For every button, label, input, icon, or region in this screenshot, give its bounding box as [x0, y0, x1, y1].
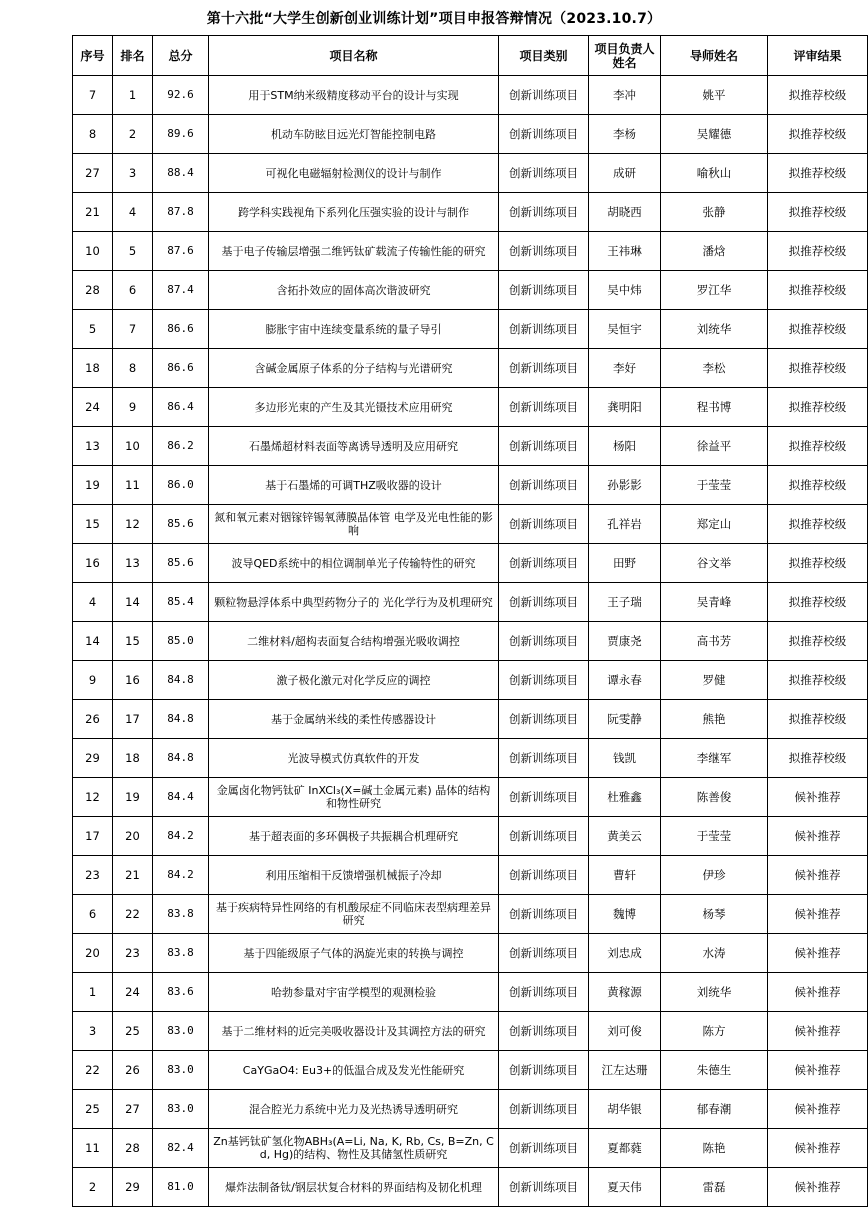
- table-row: [73, 193, 868, 232]
- table-row: [73, 1129, 868, 1168]
- cell-result: 候补推荐: [768, 1090, 868, 1129]
- cell-leader: 李杨: [589, 115, 661, 154]
- cell-id: 1: [73, 973, 113, 1012]
- cell-id: 26: [73, 700, 113, 739]
- cell-project-name: 基于疾病特异性网络的有机酸尿症不同临床表型病理差异研究: [209, 895, 499, 934]
- cell-category: 创新训练项目: [499, 388, 589, 427]
- table-row: [73, 973, 868, 1012]
- cell-id: 23: [73, 856, 113, 895]
- cell-result: 拟推荐校级: [768, 583, 868, 622]
- cell-project-name: 光波导模式仿真软件的开发: [209, 739, 499, 778]
- cell-result: 拟推荐校级: [768, 505, 868, 544]
- column-header-leader: 项目负责人姓名: [589, 36, 661, 76]
- cell-category: 创新训练项目: [499, 466, 589, 505]
- cell-rank: 28: [113, 1129, 153, 1168]
- table-row: [73, 1012, 868, 1051]
- cell-category: 创新训练项目: [499, 232, 589, 271]
- table-row: [73, 76, 868, 115]
- table-row: [73, 505, 868, 544]
- cell-result: 候补推荐: [768, 817, 868, 856]
- cell-category: 创新训练项目: [499, 1168, 589, 1207]
- cell-category: 创新训练项目: [499, 271, 589, 310]
- cell-advisor: 张静: [661, 193, 768, 232]
- cell-rank: 23: [113, 934, 153, 973]
- table-row: [73, 232, 868, 271]
- cell-rank: 20: [113, 817, 153, 856]
- cell-leader: 刘忠成: [589, 934, 661, 973]
- cell-result: 候补推荐: [768, 1129, 868, 1168]
- cell-id: 4: [73, 583, 113, 622]
- cell-category: 创新训练项目: [499, 856, 589, 895]
- cell-project-name: 基于二维材料的近完美吸收器设计及其调控方法的研究: [209, 1012, 499, 1051]
- cell-project-name: 氮和氧元素对铟镓锌锡氧薄膜晶体管 电学及光电性能的影响: [209, 505, 499, 544]
- cell-advisor: 陈善俊: [661, 778, 768, 817]
- cell-leader: 吴中炜: [589, 271, 661, 310]
- table-row: [73, 1168, 868, 1207]
- table-row: [73, 622, 868, 661]
- cell-result: 拟推荐校级: [768, 271, 868, 310]
- table-row: [73, 778, 868, 817]
- cell-rank: 25: [113, 1012, 153, 1051]
- cell-leader: 魏博: [589, 895, 661, 934]
- table-row: [73, 1090, 868, 1129]
- cell-result: 候补推荐: [768, 1168, 868, 1207]
- cell-category: 创新训练项目: [499, 973, 589, 1012]
- cell-advisor: 吴青峰: [661, 583, 768, 622]
- cell-result: 拟推荐校级: [768, 427, 868, 466]
- cell-score: 87.4: [153, 271, 209, 310]
- cell-leader: 王祎琳: [589, 232, 661, 271]
- cell-advisor: 李松: [661, 349, 768, 388]
- cell-project-name: 二维材料/超构表面复合结构增强光吸收调控: [209, 622, 499, 661]
- cell-id: 18: [73, 349, 113, 388]
- cell-leader: 孙影影: [589, 466, 661, 505]
- cell-leader: 胡华银: [589, 1090, 661, 1129]
- cell-rank: 19: [113, 778, 153, 817]
- cell-leader: 吴恒宇: [589, 310, 661, 349]
- column-header-id: 序号: [73, 36, 113, 76]
- cell-leader: 成研: [589, 154, 661, 193]
- cell-leader: 夏天伟: [589, 1168, 661, 1207]
- cell-leader: 龚明阳: [589, 388, 661, 427]
- cell-rank: 13: [113, 544, 153, 583]
- cell-category: 创新训练项目: [499, 817, 589, 856]
- cell-id: 29: [73, 739, 113, 778]
- cell-rank: 1: [113, 76, 153, 115]
- cell-id: 17: [73, 817, 113, 856]
- cell-advisor: 伊珍: [661, 856, 768, 895]
- cell-result: 候补推荐: [768, 973, 868, 1012]
- table-row: [73, 739, 868, 778]
- cell-score: 85.6: [153, 544, 209, 583]
- table-row: [73, 310, 868, 349]
- cell-advisor: 徐益平: [661, 427, 768, 466]
- cell-id: 6: [73, 895, 113, 934]
- cell-project-name: 石墨烯超材料表面等离诱导透明及应用研究: [209, 427, 499, 466]
- cell-advisor: 罗江华: [661, 271, 768, 310]
- cell-id: 27: [73, 154, 113, 193]
- cell-result: 拟推荐校级: [768, 232, 868, 271]
- cell-result: 候补推荐: [768, 1051, 868, 1090]
- table-row: [73, 466, 868, 505]
- cell-result: 拟推荐校级: [768, 349, 868, 388]
- table-row: [73, 856, 868, 895]
- cell-advisor: 雷磊: [661, 1168, 768, 1207]
- table-body: [73, 76, 868, 1207]
- cell-result: 拟推荐校级: [768, 76, 868, 115]
- cell-project-name: 爆炸法制备钛/钢层状复合材料的界面结构及韧化机理: [209, 1168, 499, 1207]
- cell-category: 创新训练项目: [499, 1012, 589, 1051]
- cell-rank: 27: [113, 1090, 153, 1129]
- cell-leader: 杨阳: [589, 427, 661, 466]
- cell-result: 拟推荐校级: [768, 661, 868, 700]
- cell-score: 86.0: [153, 466, 209, 505]
- cell-score: 83.0: [153, 1051, 209, 1090]
- cell-id: 19: [73, 466, 113, 505]
- cell-rank: 10: [113, 427, 153, 466]
- cell-rank: 16: [113, 661, 153, 700]
- cell-advisor: 杨琴: [661, 895, 768, 934]
- cell-id: 11: [73, 1129, 113, 1168]
- cell-advisor: 程书博: [661, 388, 768, 427]
- cell-rank: 9: [113, 388, 153, 427]
- cell-leader: 李好: [589, 349, 661, 388]
- cell-result: 拟推荐校级: [768, 466, 868, 505]
- cell-project-name: 金属卤化物钙钛矿 InXCl₃(X=碱土金属元素) 晶体的结构和物性研究: [209, 778, 499, 817]
- cell-project-name: 含碱金属原子体系的分子结构与光谱研究: [209, 349, 499, 388]
- cell-category: 创新训练项目: [499, 115, 589, 154]
- cell-leader: 孔祥岩: [589, 505, 661, 544]
- column-header-category: 项目类别: [499, 36, 589, 76]
- cell-rank: 8: [113, 349, 153, 388]
- cell-category: 创新训练项目: [499, 154, 589, 193]
- cell-result: 拟推荐校级: [768, 115, 868, 154]
- table-row: [73, 115, 868, 154]
- cell-result: 拟推荐校级: [768, 622, 868, 661]
- cell-advisor: 刘统华: [661, 973, 768, 1012]
- cell-rank: 11: [113, 466, 153, 505]
- cell-leader: 王子瑞: [589, 583, 661, 622]
- cell-project-name: 膨胀宇宙中连续变量系统的量子导引: [209, 310, 499, 349]
- cell-score: 84.8: [153, 661, 209, 700]
- column-header-project-name: 项目名称: [209, 36, 499, 76]
- table-row: [73, 349, 868, 388]
- cell-project-name: 利用压缩相干反馈增强机械振子冷却: [209, 856, 499, 895]
- cell-project-name: 基于电子传输层增强二维钙钛矿载流子传输性能的研究: [209, 232, 499, 271]
- cell-score: 85.6: [153, 505, 209, 544]
- cell-rank: 15: [113, 622, 153, 661]
- cell-category: 创新训练项目: [499, 1129, 589, 1168]
- cell-advisor: 高书芳: [661, 622, 768, 661]
- cell-rank: 26: [113, 1051, 153, 1090]
- table-row: [73, 895, 868, 934]
- cell-category: 创新训练项目: [499, 1090, 589, 1129]
- cell-project-name: CaYGaO4: Eu3+的低温合成及发光性能研究: [209, 1051, 499, 1090]
- cell-advisor: 水涛: [661, 934, 768, 973]
- table-row: [73, 934, 868, 973]
- cell-category: 创新训练项目: [499, 700, 589, 739]
- cell-category: 创新训练项目: [499, 310, 589, 349]
- cell-project-name: 基于石墨烯的可调THZ吸收器的设计: [209, 466, 499, 505]
- cell-advisor: 谷文举: [661, 544, 768, 583]
- cell-category: 创新训练项目: [499, 739, 589, 778]
- cell-project-name: 含拓扑效应的固体高次谐波研究: [209, 271, 499, 310]
- cell-rank: 2: [113, 115, 153, 154]
- cell-score: 82.4: [153, 1129, 209, 1168]
- cell-advisor: 喻秋山: [661, 154, 768, 193]
- cell-rank: 24: [113, 973, 153, 1012]
- results-table: [72, 35, 868, 1207]
- cell-rank: 4: [113, 193, 153, 232]
- cell-advisor: 姚平: [661, 76, 768, 115]
- cell-score: 83.8: [153, 934, 209, 973]
- cell-id: 14: [73, 622, 113, 661]
- cell-project-name: 激子极化激元对化学反应的调控: [209, 661, 499, 700]
- cell-rank: 21: [113, 856, 153, 895]
- table-row: [73, 427, 868, 466]
- cell-score: 85.4: [153, 583, 209, 622]
- table-row: [73, 154, 868, 193]
- cell-rank: 14: [113, 583, 153, 622]
- cell-project-name: 哈勃参量对宇宙学模型的观测检验: [209, 973, 499, 1012]
- table-row: [73, 544, 868, 583]
- cell-score: 87.8: [153, 193, 209, 232]
- column-header-rank: 排名: [113, 36, 153, 76]
- cell-score: 86.6: [153, 349, 209, 388]
- cell-leader: 钱凯: [589, 739, 661, 778]
- cell-advisor: 刘统华: [661, 310, 768, 349]
- cell-leader: 黄美云: [589, 817, 661, 856]
- cell-advisor: 熊艳: [661, 700, 768, 739]
- cell-project-name: 可视化电磁辐射检测仪的设计与制作: [209, 154, 499, 193]
- table-row: [73, 700, 868, 739]
- cell-id: 25: [73, 1090, 113, 1129]
- cell-result: 拟推荐校级: [768, 154, 868, 193]
- cell-advisor: 吴耀德: [661, 115, 768, 154]
- cell-project-name: 混合腔光力系统中光力及光热诱导透明研究: [209, 1090, 499, 1129]
- cell-score: 81.0: [153, 1168, 209, 1207]
- cell-score: 89.6: [153, 115, 209, 154]
- cell-leader: 曹轩: [589, 856, 661, 895]
- cell-id: 7: [73, 76, 113, 115]
- cell-rank: 6: [113, 271, 153, 310]
- cell-advisor: 于莹莹: [661, 466, 768, 505]
- cell-result: 候补推荐: [768, 934, 868, 973]
- cell-project-name: 颗粒物悬浮体系中典型药物分子的 光化学行为及机理研究: [209, 583, 499, 622]
- cell-project-name: 多边形光束的产生及其光镊技术应用研究: [209, 388, 499, 427]
- cell-id: 12: [73, 778, 113, 817]
- cell-category: 创新训练项目: [499, 661, 589, 700]
- cell-project-name: 波导QED系统中的相位调制单光子传输特性的研究: [209, 544, 499, 583]
- cell-rank: 12: [113, 505, 153, 544]
- cell-project-name: 基于金属纳米线的柔性传感器设计: [209, 700, 499, 739]
- cell-advisor: 朱德生: [661, 1051, 768, 1090]
- cell-result: 拟推荐校级: [768, 193, 868, 232]
- cell-result: 拟推荐校级: [768, 388, 868, 427]
- cell-score: 86.4: [153, 388, 209, 427]
- column-header-score: 总分: [153, 36, 209, 76]
- cell-leader: 刘可俊: [589, 1012, 661, 1051]
- cell-category: 创新训练项目: [499, 193, 589, 232]
- cell-project-name: 用于STM纳米级精度移动平台的设计与实现: [209, 76, 499, 115]
- cell-id: 3: [73, 1012, 113, 1051]
- cell-result: 拟推荐校级: [768, 739, 868, 778]
- cell-leader: 阮雯静: [589, 700, 661, 739]
- cell-score: 83.0: [153, 1090, 209, 1129]
- cell-category: 创新训练项目: [499, 544, 589, 583]
- cell-rank: 7: [113, 310, 153, 349]
- cell-advisor: 罗健: [661, 661, 768, 700]
- cell-id: 5: [73, 310, 113, 349]
- cell-project-name: Zn基钙钛矿氢化物ABH₃(A=Li, Na, K, Rb, Cs, B=Zn, Cd, Hg)的结构、物性及其储氢性质研究: [209, 1129, 499, 1168]
- cell-leader: 田野: [589, 544, 661, 583]
- cell-score: 83.8: [153, 895, 209, 934]
- cell-advisor: 陈艳: [661, 1129, 768, 1168]
- cell-id: 2: [73, 1168, 113, 1207]
- table-row: [73, 817, 868, 856]
- cell-score: 84.4: [153, 778, 209, 817]
- cell-category: 创新训练项目: [499, 895, 589, 934]
- cell-id: 15: [73, 505, 113, 544]
- cell-category: 创新训练项目: [499, 427, 589, 466]
- cell-category: 创新训练项目: [499, 934, 589, 973]
- cell-rank: 3: [113, 154, 153, 193]
- cell-advisor: 郁春潮: [661, 1090, 768, 1129]
- column-header-result: 评审结果: [768, 36, 868, 76]
- cell-result: 拟推荐校级: [768, 544, 868, 583]
- cell-project-name: 基于四能级原子气体的涡旋光束的转换与调控: [209, 934, 499, 973]
- cell-id: 22: [73, 1051, 113, 1090]
- cell-result: 候补推荐: [768, 856, 868, 895]
- cell-id: 28: [73, 271, 113, 310]
- cell-leader: 贾康尧: [589, 622, 661, 661]
- cell-leader: 黄稼源: [589, 973, 661, 1012]
- cell-score: 86.2: [153, 427, 209, 466]
- cell-id: 9: [73, 661, 113, 700]
- cell-score: 86.6: [153, 310, 209, 349]
- cell-project-name: 基于超表面的多环偶极子共振耦合机理研究: [209, 817, 499, 856]
- cell-category: 创新训练项目: [499, 622, 589, 661]
- cell-advisor: 陈方: [661, 1012, 768, 1051]
- cell-leader: 李冲: [589, 76, 661, 115]
- cell-advisor: 潘焓: [661, 232, 768, 271]
- cell-rank: 22: [113, 895, 153, 934]
- cell-advisor: 李继军: [661, 739, 768, 778]
- cell-leader: 江左达珊: [589, 1051, 661, 1090]
- cell-category: 创新训练项目: [499, 505, 589, 544]
- cell-leader: 谭永春: [589, 661, 661, 700]
- page-title: 第十六批“大学生创新创业训练计划”项目申报答辩情况（2023.10.7）: [206, 11, 662, 27]
- cell-rank: 5: [113, 232, 153, 271]
- cell-score: 92.6: [153, 76, 209, 115]
- table-header-row: [73, 36, 868, 76]
- column-header-advisor: 导师姓名: [661, 36, 768, 76]
- cell-result: 候补推荐: [768, 1012, 868, 1051]
- cell-id: 10: [73, 232, 113, 271]
- cell-category: 创新训练项目: [499, 583, 589, 622]
- cell-advisor: 郑定山: [661, 505, 768, 544]
- cell-id: 24: [73, 388, 113, 427]
- cell-id: 20: [73, 934, 113, 973]
- cell-result: 候补推荐: [768, 778, 868, 817]
- cell-leader: 夏都蕤: [589, 1129, 661, 1168]
- table-row: [73, 661, 868, 700]
- cell-category: 创新训练项目: [499, 76, 589, 115]
- cell-category: 创新训练项目: [499, 1051, 589, 1090]
- table-row: [73, 271, 868, 310]
- cell-score: 84.2: [153, 817, 209, 856]
- cell-rank: 17: [113, 700, 153, 739]
- cell-category: 创新训练项目: [499, 778, 589, 817]
- cell-leader: 胡晓西: [589, 193, 661, 232]
- cell-rank: 18: [113, 739, 153, 778]
- table-row: [73, 388, 868, 427]
- cell-leader: 杜雅鑫: [589, 778, 661, 817]
- cell-project-name: 机动车防眩目远光灯智能控制电路: [209, 115, 499, 154]
- cell-result: 拟推荐校级: [768, 700, 868, 739]
- cell-score: 88.4: [153, 154, 209, 193]
- cell-result: 候补推荐: [768, 895, 868, 934]
- cell-advisor: 于莹莹: [661, 817, 768, 856]
- cell-id: 8: [73, 115, 113, 154]
- cell-id: 21: [73, 193, 113, 232]
- table-row: [73, 1051, 868, 1090]
- cell-category: 创新训练项目: [499, 349, 589, 388]
- cell-score: 83.0: [153, 1012, 209, 1051]
- table-row: [73, 583, 868, 622]
- cell-score: 83.6: [153, 973, 209, 1012]
- cell-score: 84.8: [153, 700, 209, 739]
- cell-id: 13: [73, 427, 113, 466]
- cell-score: 84.2: [153, 856, 209, 895]
- cell-id: 16: [73, 544, 113, 583]
- cell-project-name: 跨学科实践视角下系列化压强实验的设计与制作: [209, 193, 499, 232]
- cell-score: 85.0: [153, 622, 209, 661]
- cell-rank: 29: [113, 1168, 153, 1207]
- cell-result: 拟推荐校级: [768, 310, 868, 349]
- cell-score: 87.6: [153, 232, 209, 271]
- cell-score: 84.8: [153, 739, 209, 778]
